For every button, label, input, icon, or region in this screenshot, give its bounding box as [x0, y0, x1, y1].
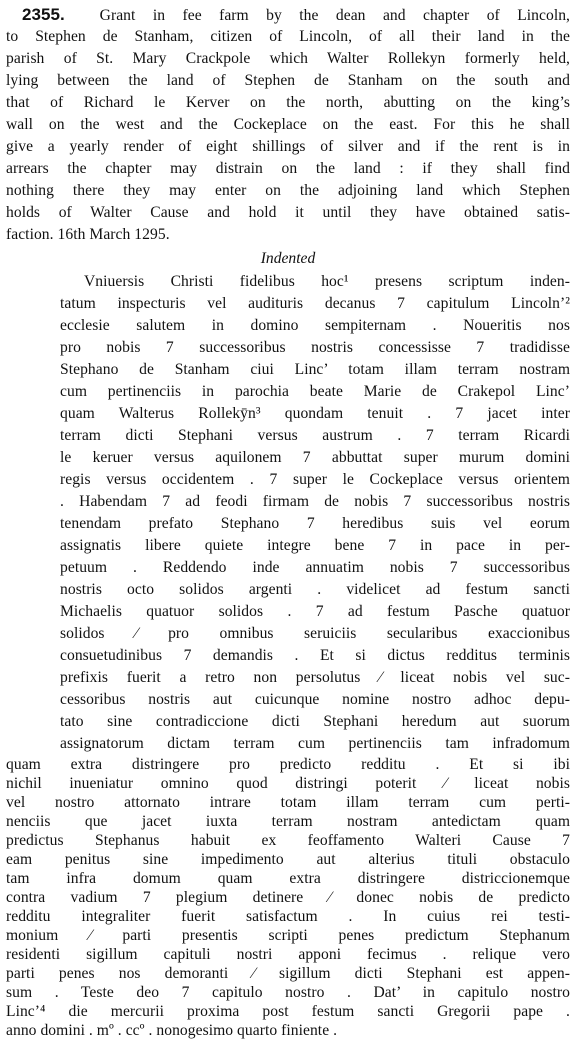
latin-line: eam penitus sine impedimento aut alterius tituli obstaculo	[6, 851, 570, 868]
latin-line: redditu integraliter fuerit satisfactum . In cuius rei testi-	[6, 908, 570, 925]
entry-number: 2355.	[22, 5, 65, 24]
latin-line: terram dicti Stephani versus austrum . 7 terram Ricardi	[60, 427, 570, 444]
latin-line: sum . Teste deo 7 capitulo nostro . Dat’ in capitulo nostro	[6, 984, 570, 1001]
latin-line: quam Walterus Rollekȳn³ quondam tenuit . 7 jacet inter	[60, 405, 570, 422]
entry-first-line	[22, 4, 570, 27]
latin-line: Vniuersis Christi fidelibus hoc¹ presens scriptum inden-	[84, 273, 570, 290]
latin-line: tam infra domum quam extra distringere districcionemque	[6, 870, 570, 887]
latin-line: Stephano de Stanham ciui Linc’ totam illam terram nostram	[60, 361, 570, 378]
summary-line: give a yearly render of eight shillings of silver and if the rent is in	[6, 138, 570, 155]
latin-line: contra vadium 7 plegium detinere ⁄ donec nobis de predicto	[6, 889, 570, 906]
indented-heading: Indented	[260, 250, 316, 267]
latin-line: ecclesie salutem in domino sempiternam . Noueritis nos	[60, 317, 570, 334]
summary-line: lying between the land of Stephen de Stanham on the south and	[6, 72, 570, 89]
latin-line: le keruer versus aquilonem 7 abbuttat super murum domini	[60, 449, 570, 466]
latin-line: cum pertinenciis in parochia beate Marie de Crakepol Linc’	[60, 383, 570, 400]
latin-line: Michaelis quatuor solidos . 7 ad festum Pasche quatuor	[60, 603, 570, 620]
latin-line: Linc’⁴ die mercurii proxima post festum sancti Gregorii pape .	[6, 1003, 570, 1020]
latin-line: pro nobis 7 successoribus nostris concessisse 7 tradidisse	[60, 339, 570, 356]
latin-line: tatum inspecturis vel audituris decanus 7 capitulum Lincoln’²	[60, 295, 570, 312]
latin-line: assignatis libere quiete integre bene 7 in pace in per-	[60, 537, 570, 554]
summary-line: arrears the chapter may distrain on the land : if they shall find	[6, 160, 570, 177]
summary-line: faction. 16th March 1295.	[6, 226, 170, 243]
summary-line: that of Richard le Kerver on the north, abutting on the king’s	[6, 94, 570, 111]
latin-line: monium ⁄ parti presentis scripti penes predictum Stephanum	[6, 927, 570, 944]
summary-line: wall on the west and the Cockeplace on the east. For this he shall	[6, 116, 570, 133]
latin-line: tenendam prefato Stephano 7 heredibus suis vel eorum	[60, 515, 570, 532]
latin-line: nichil inueniatur omnino quod distringi poterit ⁄ liceat nobis	[6, 775, 570, 792]
latin-line: anno domini . mº . ccº . nonogesimo quarto finiente .	[6, 1022, 338, 1039]
latin-line: predictus Stephanus habuit ex feoffamento Walteri Cause 7	[6, 832, 570, 849]
latin-line: vel nostro attornato intrare totam illam terram cum perti-	[6, 794, 570, 811]
latin-line: consuetudinibus 7 demandis . Et si dictus redditus terminis	[60, 647, 570, 664]
summary-line: Grant in fee farm by the dean and chapter of Lincoln,	[99, 7, 571, 24]
summary-line: parish of St. Mary Crackpole which Walter Rollekyn formerly held,	[6, 50, 570, 67]
summary-line: nothing there they may enter on the adjoining land which Stephen	[6, 182, 570, 199]
latin-line: prefixis fuerit a retro non persolutus ⁄ liceat nobis vel suc-	[60, 669, 570, 686]
latin-line: quam extra distringere pro predicto redditu . Et si ibi	[6, 756, 570, 773]
latin-line: nenciis que jacet iuxta terram nostram antedictam quam	[6, 813, 570, 830]
latin-line: assignatorum dictam terram cum pertinenciis tam infradomum	[60, 735, 570, 752]
summary-line: holds of Walter Cause and hold it until they have obtained satis-	[6, 204, 570, 221]
latin-line: residenti sigillum capituli nostri apponi fecimus . relique vero	[6, 946, 570, 963]
latin-line: solidos ⁄ pro omnibus seruiciis secularibus exaccionibus	[60, 625, 570, 642]
latin-line: petuum . Reddendo inde annuatim nobis 7 successoribus	[60, 559, 570, 576]
latin-line: tato sine contradiccione dicti Stephani heredum aut suorum	[60, 713, 570, 730]
latin-line: regis versus occidentem . 7 super le Cockeplace versus orientem	[60, 471, 570, 488]
latin-line: cessoribus nostris aut cuicunque nomine nostro adhoc depu-	[60, 691, 570, 708]
latin-line: . Habendam 7 ad feodi firmam de nobis 7 successoribus nostris	[60, 493, 570, 510]
summary-line: to Stephen de Stanham, citizen of Lincoln, of all their land in the	[6, 28, 570, 45]
latin-line: nostris octo solidos argenti . videlicet ad festum sancti	[60, 581, 570, 598]
latin-line: parti penes nos demoranti ⁄ sigillum dicti Stephani est appen-	[6, 965, 570, 982]
